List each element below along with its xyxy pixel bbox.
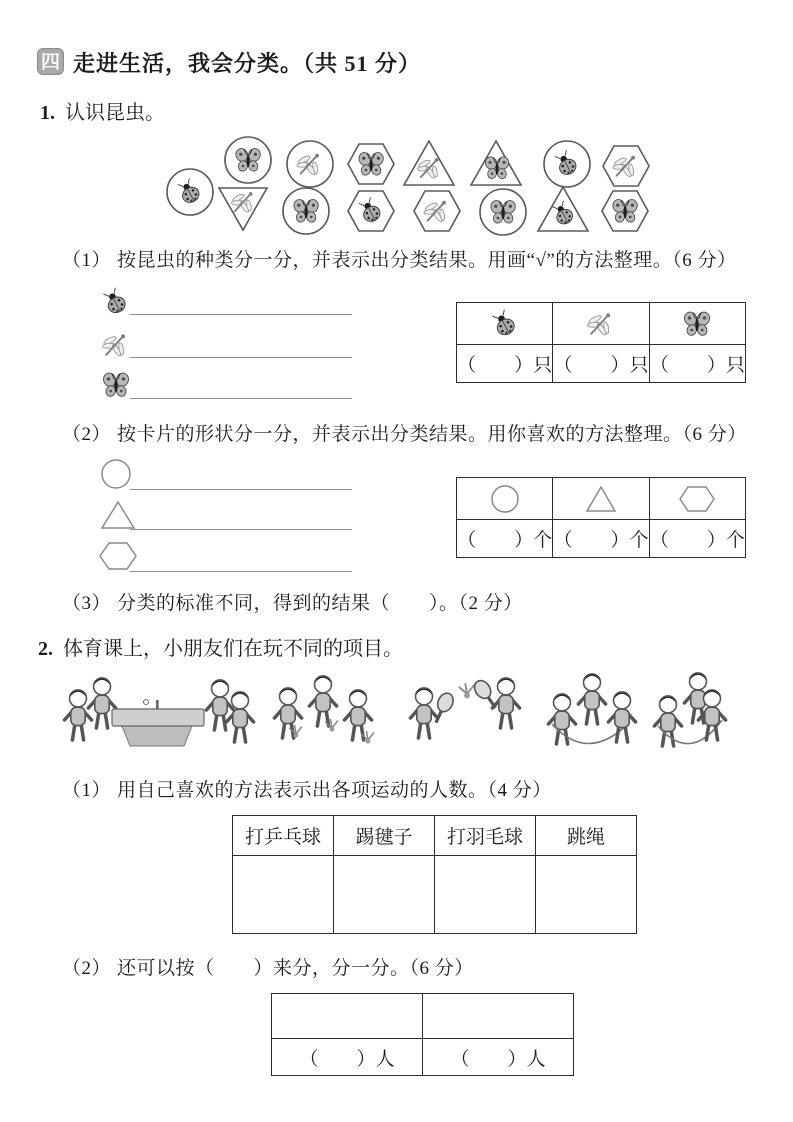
insect-count-header-ladybug [457, 303, 553, 345]
q1-part3-label: （3） [62, 593, 112, 614]
ladybug-icon [489, 309, 521, 339]
butterfly-icon [279, 186, 333, 236]
q1-part3-text: （3） 分类的标准不同，得到的结果（ ）。（2 分） [62, 593, 523, 614]
ladybug-icon [100, 287, 132, 317]
butterfly-icon [598, 186, 652, 236]
dragonfly-icon [216, 184, 270, 234]
q2-part2-text: （2） 还可以按（ ）来分，分一分。（6 分） [62, 958, 474, 979]
q1-title: 认识昆虫。 [65, 102, 165, 124]
sports-table-answer-cell[interactable] [435, 856, 536, 934]
card-dragonfly-hexagon [599, 141, 653, 191]
section-title: 走进生活，我会分类。（共 51 分） [73, 51, 422, 76]
q2-title: 体育课上，小朋友们在玩不同的项目。 [63, 638, 403, 660]
card-ladybug-circle [540, 139, 594, 189]
shape-count-header-hexagon [649, 478, 745, 520]
insect-count-cell[interactable]: （ ）只 [649, 345, 745, 383]
regroup-table [271, 993, 574, 1076]
sports-table-header: 打乒乓球 [233, 816, 334, 856]
insect-count-header-butterfly [649, 303, 745, 345]
insect-count-cell[interactable]: （ ）只 [553, 345, 649, 383]
shape-count-cell[interactable]: （ ）个 [457, 520, 553, 558]
section-number-badge: 四 [37, 48, 64, 75]
q1-part1-text: （1） 按昆虫的种类分一分，并表示出分类结果。用画“√”的方法整理。（6 分） [62, 250, 737, 271]
card-butterfly-circle [279, 186, 333, 236]
ladybug-icon [344, 186, 398, 236]
q1-butterfly-answer-line[interactable] [130, 397, 352, 399]
card-dragonfly-circle [283, 139, 337, 189]
insect-count-table [456, 302, 746, 383]
shape-count-cell[interactable]: （ ）个 [649, 520, 745, 558]
card-butterfly-circle [221, 135, 275, 185]
shape-count-header-circle [457, 478, 553, 520]
sports-table-header: 踢毽子 [334, 816, 435, 856]
q2-part1-text: （1） 用自己喜欢的方法表示出各项运动的人数。（4 分） [62, 780, 552, 801]
ladybug-icon [536, 184, 590, 234]
q2-part2-label: （2） [62, 958, 112, 979]
dragonfly-icon [585, 309, 617, 339]
dragonfly-icon [402, 138, 456, 188]
hexagon-shape-icon [678, 485, 716, 513]
insect-count-header-dragonfly [553, 303, 649, 345]
triangle-shape-icon [584, 485, 618, 513]
butterfly-icon [681, 309, 713, 339]
sports-count-table [232, 815, 637, 934]
q1-ladybug-answer-line[interactable] [130, 313, 352, 315]
ladybug-icon [163, 167, 217, 217]
dragonfly-icon [100, 330, 132, 360]
card-ladybug-hexagon [344, 186, 398, 236]
q2-part1-label: （1） [62, 780, 112, 801]
hexagon-shape-icon [98, 540, 138, 572]
q1-part2-label: （2） [62, 424, 112, 445]
butterfly-icon [344, 139, 398, 189]
sports-table-answer-cell[interactable] [334, 856, 435, 934]
butterfly-icon [469, 138, 523, 188]
card-butterfly-circle [476, 187, 530, 237]
regroup-table-answer-cell[interactable] [423, 994, 574, 1039]
q1-circle-answer-line[interactable] [130, 488, 352, 490]
q1-heading [40, 96, 165, 125]
q2-heading [38, 632, 403, 661]
regroup-table-count-cell[interactable]: （ ）人 [423, 1039, 574, 1076]
ladybug-icon [540, 139, 594, 189]
badminton-scene [410, 678, 519, 738]
sports-table-answer-cell[interactable] [536, 856, 637, 934]
card-butterfly-triangle [469, 138, 523, 188]
q2-number: 2. [38, 638, 53, 660]
card-butterfly-hexagon [344, 139, 398, 189]
circle-shape-icon [100, 458, 132, 490]
q1-triangle-answer-line[interactable] [130, 528, 352, 530]
regroup-table-count-cell[interactable]: （ ）人 [272, 1039, 423, 1076]
card-dragonfly-triangle-down [216, 184, 270, 234]
card-dragonfly-hexagon [410, 186, 464, 236]
dragonfly-icon [599, 141, 653, 191]
q1-dragonfly-answer-line[interactable] [130, 356, 352, 358]
q1-part2-text: （2） 按卡片的形状分一分，并表示出分类结果。用你喜欢的方法整理。（6 分） [62, 424, 747, 445]
rope-skipping-scene [548, 673, 725, 746]
shuttlecock-kicking-scene [274, 676, 374, 744]
circle-shape-icon [490, 484, 520, 514]
sports-scene-illustration [60, 668, 732, 766]
sports-table-answer-cell[interactable] [233, 856, 334, 934]
q1-hexagon-answer-line[interactable] [130, 570, 352, 572]
butterfly-icon [221, 135, 275, 185]
shape-count-header-triangle [553, 478, 649, 520]
triangle-shape-icon [100, 500, 136, 530]
regroup-table-answer-cell[interactable] [272, 994, 423, 1039]
insect-count-cell[interactable]: （ ）只 [457, 345, 553, 383]
q1-part1-label: （1） [62, 250, 112, 271]
butterfly-icon [100, 370, 132, 400]
card-ladybug-circle [163, 167, 217, 217]
card-dragonfly-triangle [402, 138, 456, 188]
dragonfly-icon [283, 139, 337, 189]
table-tennis-scene [64, 678, 253, 746]
shape-count-table [456, 477, 746, 558]
q1-number: 1. [40, 102, 55, 124]
shape-count-cell[interactable]: （ ）个 [553, 520, 649, 558]
dragonfly-icon [410, 186, 464, 236]
sports-table-header: 打羽毛球 [435, 816, 536, 856]
card-ladybug-triangle [536, 184, 590, 234]
butterfly-icon [476, 187, 530, 237]
card-butterfly-hexagon [598, 186, 652, 236]
sports-table-header: 跳绳 [536, 816, 637, 856]
